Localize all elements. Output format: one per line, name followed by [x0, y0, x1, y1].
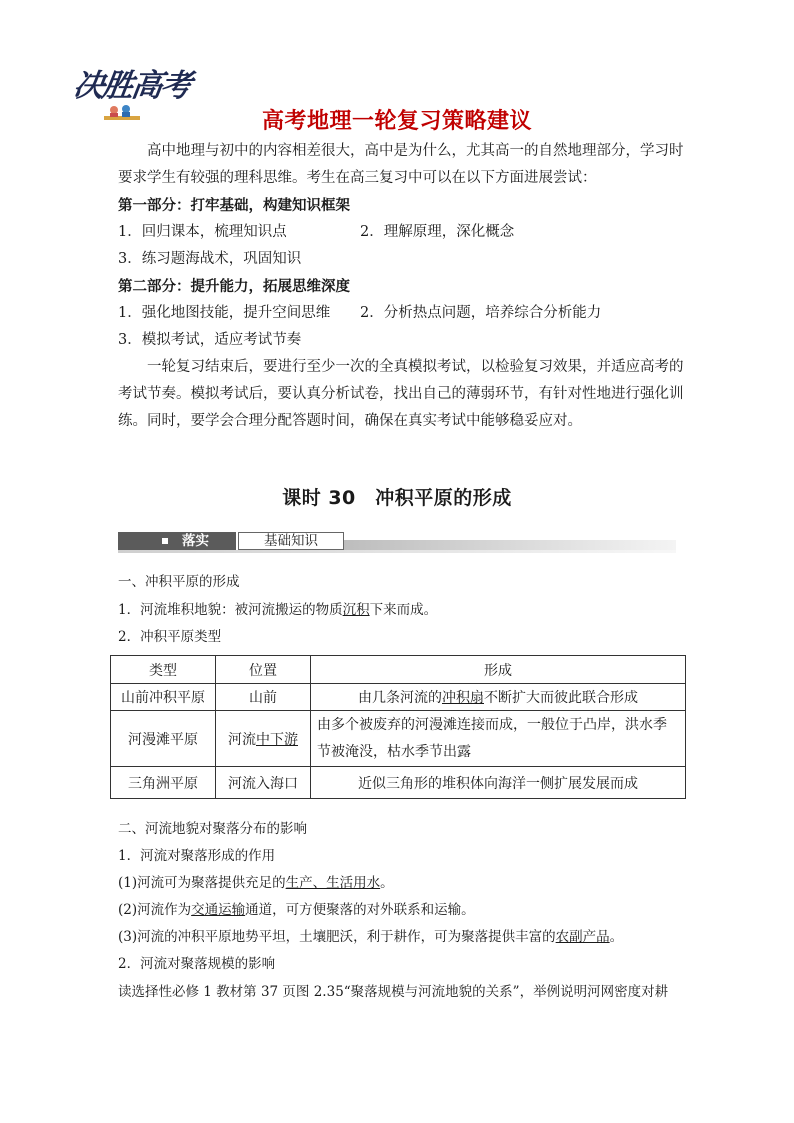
text: (3)河流的冲积平原地势平坦，土壤肥沃，利于耕作，可为聚落提供丰富的	[118, 929, 556, 945]
text: 。	[609, 929, 624, 945]
table-cell: 河漫滩平原	[111, 711, 216, 767]
part2-item-2: 2．分析热点问题，培养综合分析能力	[360, 305, 602, 321]
part2-item-1: 1．强化地图技能，提升空间思维	[118, 305, 331, 321]
underlined-term: 农副产品	[555, 929, 610, 945]
table-cell: 河流入海口	[216, 767, 311, 799]
underlined-term: 中下游	[256, 731, 298, 748]
section-tag	[118, 532, 236, 550]
section2-point-1	[118, 870, 684, 897]
text: 。	[380, 875, 394, 891]
section1-heading: 一、冲积平原的形成	[118, 574, 240, 590]
section2-point-3	[118, 924, 684, 951]
text: 由几条河流的	[358, 690, 442, 706]
underlined-term: 交通运输	[191, 902, 246, 918]
section-bar	[118, 532, 676, 552]
part2-item-3: 3．模拟考试，适应考试节奏	[118, 332, 302, 348]
section1-point-2: 2．冲积平原类型	[118, 629, 222, 645]
logo-text: 决胜高考	[70, 68, 193, 104]
part1-item-2: 2．理解原理，深化概念	[360, 224, 515, 240]
table-cell: 山前冲积平原	[111, 684, 216, 711]
page-title: 高考地理一轮复习策略建议	[261, 109, 532, 134]
table-header-row	[111, 656, 686, 684]
section2-reading-prompt: 读选择性必修 1 教材第 37 页图 2.35“聚落规模与河流地貌的关系”，举例说明河网密度对耕	[118, 984, 669, 1000]
table-cell	[216, 711, 311, 767]
table-header-cell: 位置	[216, 656, 311, 684]
part1-item-3: 3．练习题海战术，巩固知识	[118, 251, 302, 267]
underlined-term: 生产、生活用水	[285, 875, 381, 891]
text: (2)河流作为	[118, 902, 192, 918]
table-cell: 山前	[216, 684, 311, 711]
table-cell: 近似三角形的堆积体向海洋一侧扩展发展而成	[311, 767, 686, 799]
table-cell: 三角洲平原	[111, 767, 216, 799]
section-tag-label: 落实	[182, 533, 209, 549]
part1-heading: 第一部分：打牢基础，构建知识框架	[118, 197, 350, 214]
section2-sub-2: 2．河流对聚落规模的影响	[118, 956, 276, 972]
section2-point-2	[118, 897, 684, 924]
bar-divider	[344, 540, 676, 550]
closing-paragraph: 一轮复习结束后，要进行至少一次的全真模拟考试，以检验复习效果，并适应高考的考试节奏。模拟考试后，要认真分析试卷，找出自己的薄弱环节，有针对性地进行强化训练。同时，要学会合理分配答题时间，确保在真实考试中能够稳妥应对。	[118, 359, 684, 429]
section2-sub-1: 1．河流对聚落形成的作用	[118, 848, 276, 864]
lesson-title: 课时 30 冲积平原的形成	[282, 487, 512, 509]
text: 通道，可方便聚落的对外联系和运输。	[245, 902, 475, 918]
table-cell	[311, 684, 686, 711]
underlined-term: 沉积	[342, 602, 370, 618]
table-cell: 由多个被废弃的河漫滩连接而成，一般位于凸岸，洪水季节被淹没，枯水季节出露	[311, 711, 686, 767]
table-row	[111, 711, 686, 767]
section1-point-1	[118, 597, 684, 624]
bar-underline	[118, 550, 676, 553]
text: 1．河流堆积地貌：被河流搬运的物质	[118, 602, 343, 618]
text: 河流	[228, 731, 256, 748]
table-header-cell: 类型	[111, 656, 216, 684]
text: 不断扩大而彼此联合形成	[484, 690, 638, 706]
table-row	[111, 684, 686, 711]
part2-heading: 第二部分：提升能力，拓展思维深度	[118, 278, 350, 295]
underlined-term: 冲积扇	[442, 690, 484, 706]
square-bullet-icon	[162, 538, 168, 544]
text: 下来而成。	[369, 602, 438, 618]
table-row	[111, 767, 686, 799]
section-bar-label: 基础知识	[238, 532, 344, 550]
plain-types-table	[110, 655, 686, 799]
table-header-cell: 形成	[311, 656, 686, 684]
part1-item-1: 1．回归课本，梳理知识点	[118, 224, 287, 240]
section2-heading: 二、河流地貌对聚落分布的影响	[118, 821, 307, 837]
text: (1)河流可为聚落提供充足的	[118, 875, 286, 891]
intro-paragraph: 高中地理与初中的内容相差很大，高中是为什么，尤其高一的自然地理部分，学习时要求学生有较强的理科思维。考生在高三复习中可以在以下方面进展尝试：	[118, 143, 684, 186]
